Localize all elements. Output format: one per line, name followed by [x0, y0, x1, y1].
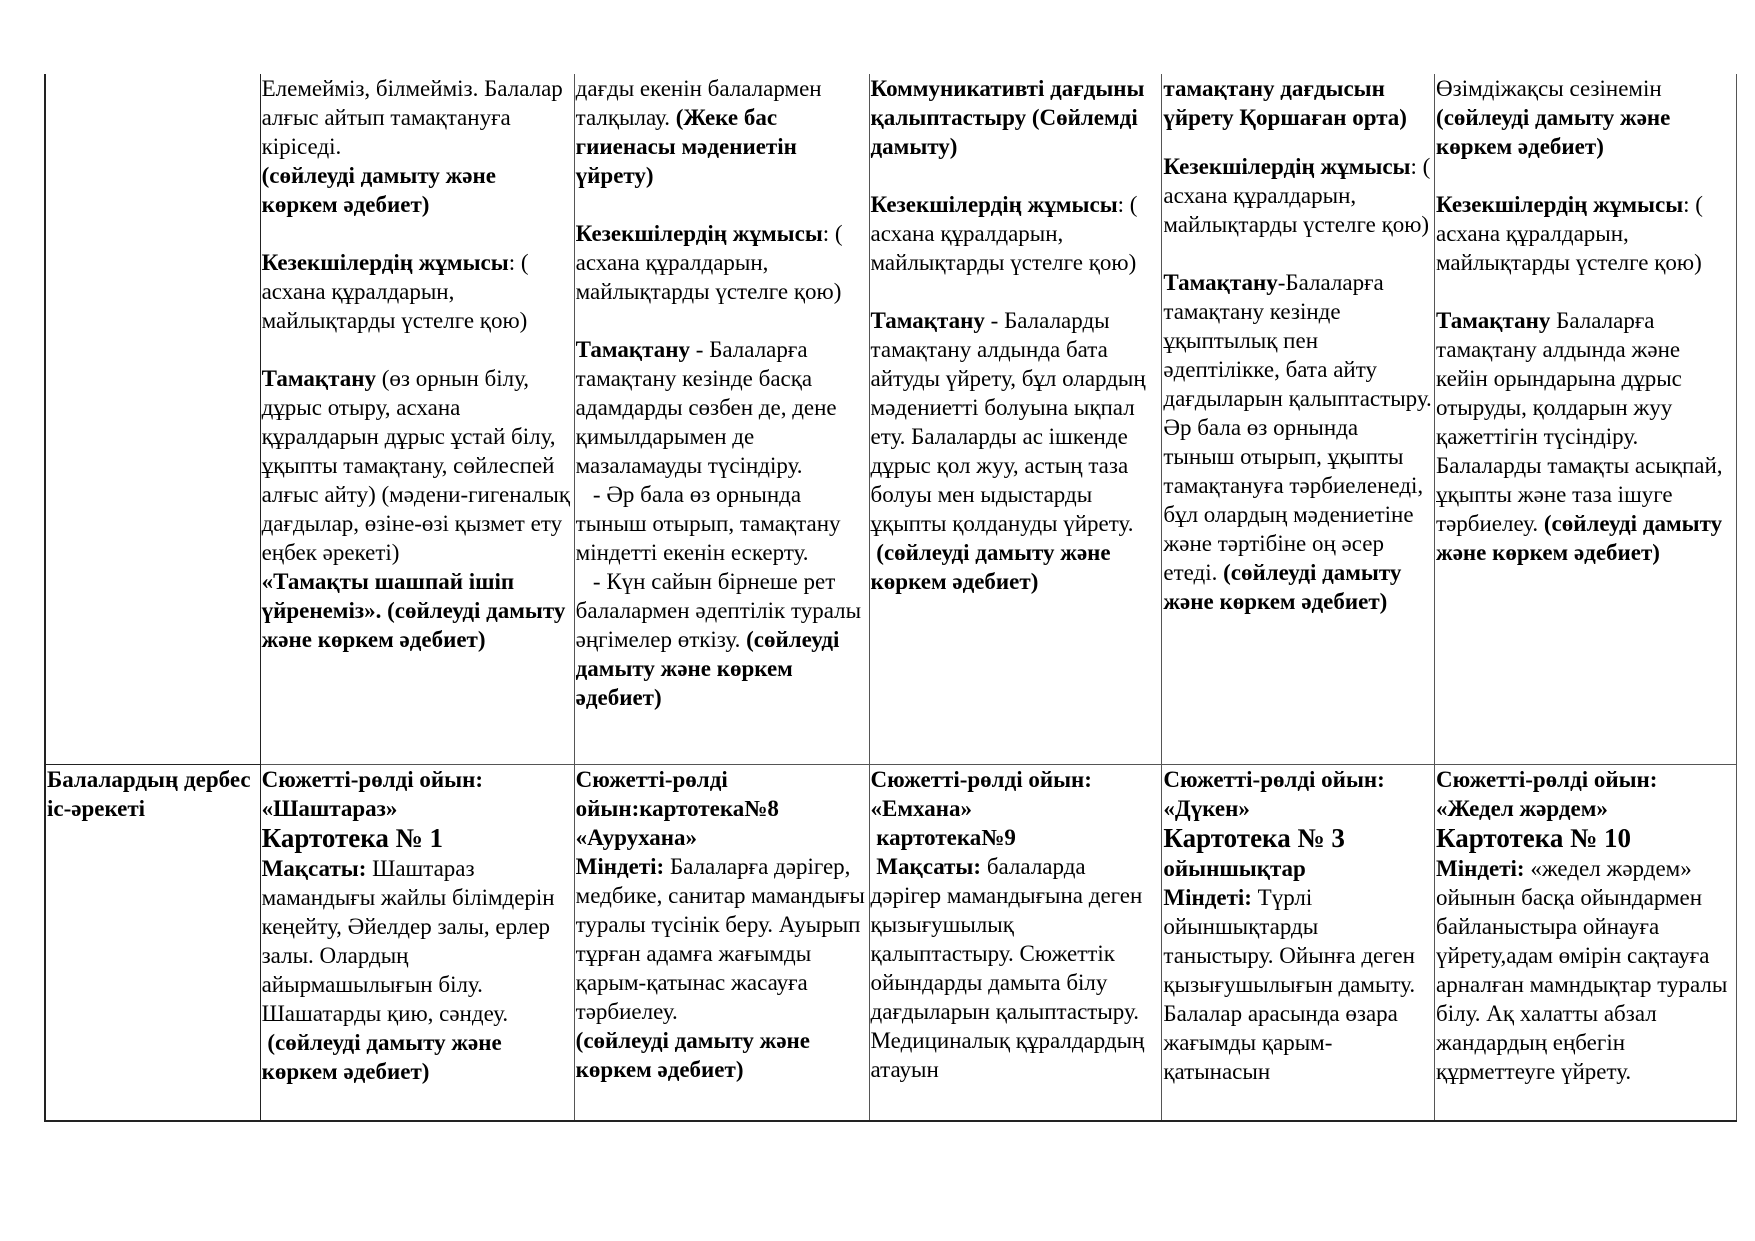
cell-text: Өзімдіжақсы сезінемін — [1436, 76, 1662, 101]
meal-tag: (сөйлеуді дамыту және көркем әдебиет) — [575, 627, 840, 710]
cell-text: дағды екенін балалармен талқылау. — [575, 76, 822, 130]
activity-cell-3 — [869, 765, 1162, 1122]
meal-text: - Балаларға тамақтану кезінде басқа адамдарды сөзбен де, дене қимылдарымен де мазаламауды түсіндіру. — [575, 337, 837, 478]
day-cell-2 — [574, 74, 869, 765]
goal-label: Міндеті: — [1163, 885, 1252, 910]
meal-text: (өз орнын білу, дұрыс отыру, асхана құралдарын дұрыс ұстай білу, ұқыпты тамақтану, сөйлеспей алғыс айту) (мәдени-гигеналық дағдылар, өзіне-өзі қызмет ету еңбек әрекеті) — [261, 366, 571, 565]
duty-label: Кезекшілердің жұмысы — [1163, 154, 1411, 179]
game-name: «Жедел жәрдем» — [1436, 796, 1608, 821]
game-title: Сюжетті-рөлді ойын: «Емхана» — [870, 767, 1092, 821]
day-cell-3 — [869, 74, 1162, 765]
goal-text: «жедел жәрдем» ойынын басқа ойындармен байланыстыра ойнауға үйрету,адам өмірін сақтауға арналған мамндықтар туралы білу. Ақ халатты абзал жандардың еңбегін құрметтеуге үйрету. — [1436, 856, 1728, 1084]
card-number: картотека№9 — [870, 825, 1016, 850]
duty-text: : ( асхана құралдарын, майлықтарды үстелге қою) — [575, 221, 843, 304]
cell-text: Елемейміз, білмейміз. Балалар алғыс айтып тамақтануға кіріседі. — [261, 76, 563, 159]
meal-text: - Балаларды тамақтану алдында бата айтуды үйрету, бұл олардың мәдениетті болуына ықпал ету. Балаларды ас ішкенде дұрыс қол жуу, астың таза болуы мен ыдыстарды ұқыпты қолдануды үйрету. — [870, 308, 1146, 536]
meal-label: Тамақтану — [575, 337, 691, 362]
schedule-table — [44, 74, 1737, 1122]
card-number: Картотека № 1 — [261, 823, 444, 853]
duty-text: : ( асхана құралдарын, майлықтарды үстелге қою) — [870, 192, 1138, 275]
game-title: Сюжетті-рөлді ойын:картотека№8 «Аурухана» — [575, 767, 779, 850]
duty-text: : ( асхана құралдарын, майлықтарды үстелге қою) — [261, 250, 529, 333]
duty-label: Кезекшілердің жұмысы — [261, 250, 509, 275]
duty-label: Кезекшілердің жұмысы — [575, 221, 823, 246]
goal-label: Міндеті: — [575, 854, 665, 879]
goal-text: Түрлі ойыншықтарды таныстыру. Ойынға деген қызығушылығын дамыту. Балалар арасында өзара жағымды қарым-қатынасын — [1163, 885, 1416, 1084]
activity-cell-4 — [1162, 765, 1435, 1122]
cell-tag: Коммуникативті дағдыны қалыптастыру (Сөйлемді дамыту) — [870, 76, 1145, 159]
card-number: Картотека № 10 — [1436, 823, 1631, 853]
game-title: Сюжетті-рөлді ойын: «Дүкен» — [1163, 767, 1385, 821]
duty-label: Кезекшілердің жұмысы — [1436, 192, 1684, 217]
row-heading-cell — [45, 765, 260, 1122]
day-cell-5 — [1435, 74, 1737, 765]
meal-tag: (сөйлеуді дамыту және көркем әдебиет) — [1163, 560, 1402, 614]
meal-text: -Балаларға тамақтану кезінде ұқыптылық пен әдептілікке, бата айту дағдыларын қалыптастыру. Әр бала өз орнында тыныш отырып, ұқыпты тамақтануға тәрбиеленеді, бұл олардың мәдениетіне және тәртібіне оң әсер етеді. — [1163, 270, 1432, 585]
meal-label: Тамақтану — [870, 308, 985, 333]
table-row — [45, 765, 1737, 1122]
goal-label: Міндеті: — [1436, 856, 1525, 881]
activity-tag: (сөйлеуді дамыту және көркем әдебиет) — [261, 1030, 508, 1084]
table-row — [45, 74, 1737, 765]
meal-tag: «Тамақты шашпай ішіп үйренеміз». (сөйлеуді дамыту және көркем әдебиет) — [261, 569, 566, 652]
cell-tag: (сөйлеуді дамыту және көркем әдебиет) — [261, 163, 496, 217]
duty-text: : ( асхана құралдарын, майлықтарды үстелге қою) — [1436, 192, 1703, 275]
goal-text: Шаштараз мамандығы жайлы білімдерін кеңейту, Әйелдер залы, ерлер залы. Олардың айырмашылығын білу. Шашатарды қию, сәндеу. — [261, 856, 555, 1026]
duty-label: Кезекшілердің жұмысы — [870, 192, 1118, 217]
goal-label: Мақсаты: — [261, 856, 367, 881]
goal-text: балаларда дәрігер мамандығына деген қызығушылық қалыптастыру. Сюжеттік ойындарды дамыта білу дағдыларын қалыптастыру. Медициналық құралдардың атауын — [870, 854, 1145, 1082]
meal-label: Тамақтану — [1163, 270, 1278, 295]
bullet-text: - Әр бала өз орнында тыныш отырып, тамақтану міндетті екенін ескерту. — [575, 482, 847, 565]
row-heading: Балалардың дербес іс-әрекеті — [47, 767, 251, 821]
duty-text: : ( асхана құралдарын, майлықтарды үстелге қою) — [1163, 154, 1431, 237]
card-number: Картотека № 3 — [1163, 823, 1345, 853]
activity-cell-2 — [574, 765, 869, 1122]
day-cell-4 — [1162, 74, 1435, 765]
game-subtitle: ойыншықтар — [1163, 856, 1306, 881]
row-heading-cell — [45, 74, 260, 765]
meal-label: Тамақтану — [261, 366, 376, 391]
bullet-text: - Күн сайын бірнеше рет балалармен әдептілік туралы әңгімелер өткізу. — [575, 569, 867, 652]
activity-cell-1 — [260, 765, 574, 1122]
game-label: Сюжетті-рөлді ойын: — [1436, 767, 1658, 792]
meal-text: Балаларға тамақтану алдында және кейін орындарына дұрыс отыруды, қолдарын жуу қажеттігін түсіндіру. Балаларды тамақты асықпай, ұқыпты және таза ішуге тәрбиелеу. — [1436, 308, 1723, 536]
cell-tag: тамақтану дағдысын үйрету Қоршаған орта) — [1163, 76, 1407, 130]
activity-tag: (сөйлеуді дамыту және көркем әдебиет) — [575, 1028, 810, 1082]
meal-tag: (сөйлеуді дамыту және көркем әдебиет) — [870, 540, 1117, 594]
cell-tag: (Жеке бас гииенасы мәдениетін үйрету) — [575, 105, 797, 188]
activity-cell-5 — [1435, 765, 1737, 1122]
day-cell-1 — [260, 74, 574, 765]
goal-text: Балаларға дәрігер, медбике, санитар мамандығы туралы түсінік беру. Ауырып тұрған адамға жағымды қарым-қатынас жасауға тәрбиелеу. — [575, 854, 865, 1024]
cell-tag: (сөйлеуді дамыту және көркем әдебиет) — [1436, 105, 1671, 159]
meal-tag: (сөйлеуді дамыту және көркем әдебиет) — [1436, 511, 1723, 565]
goal-label: Мақсаты: — [870, 854, 982, 879]
meal-label: Тамақтану — [1436, 308, 1551, 333]
game-title: Сюжетті-рөлді ойын: «Шаштараз» — [261, 767, 484, 821]
